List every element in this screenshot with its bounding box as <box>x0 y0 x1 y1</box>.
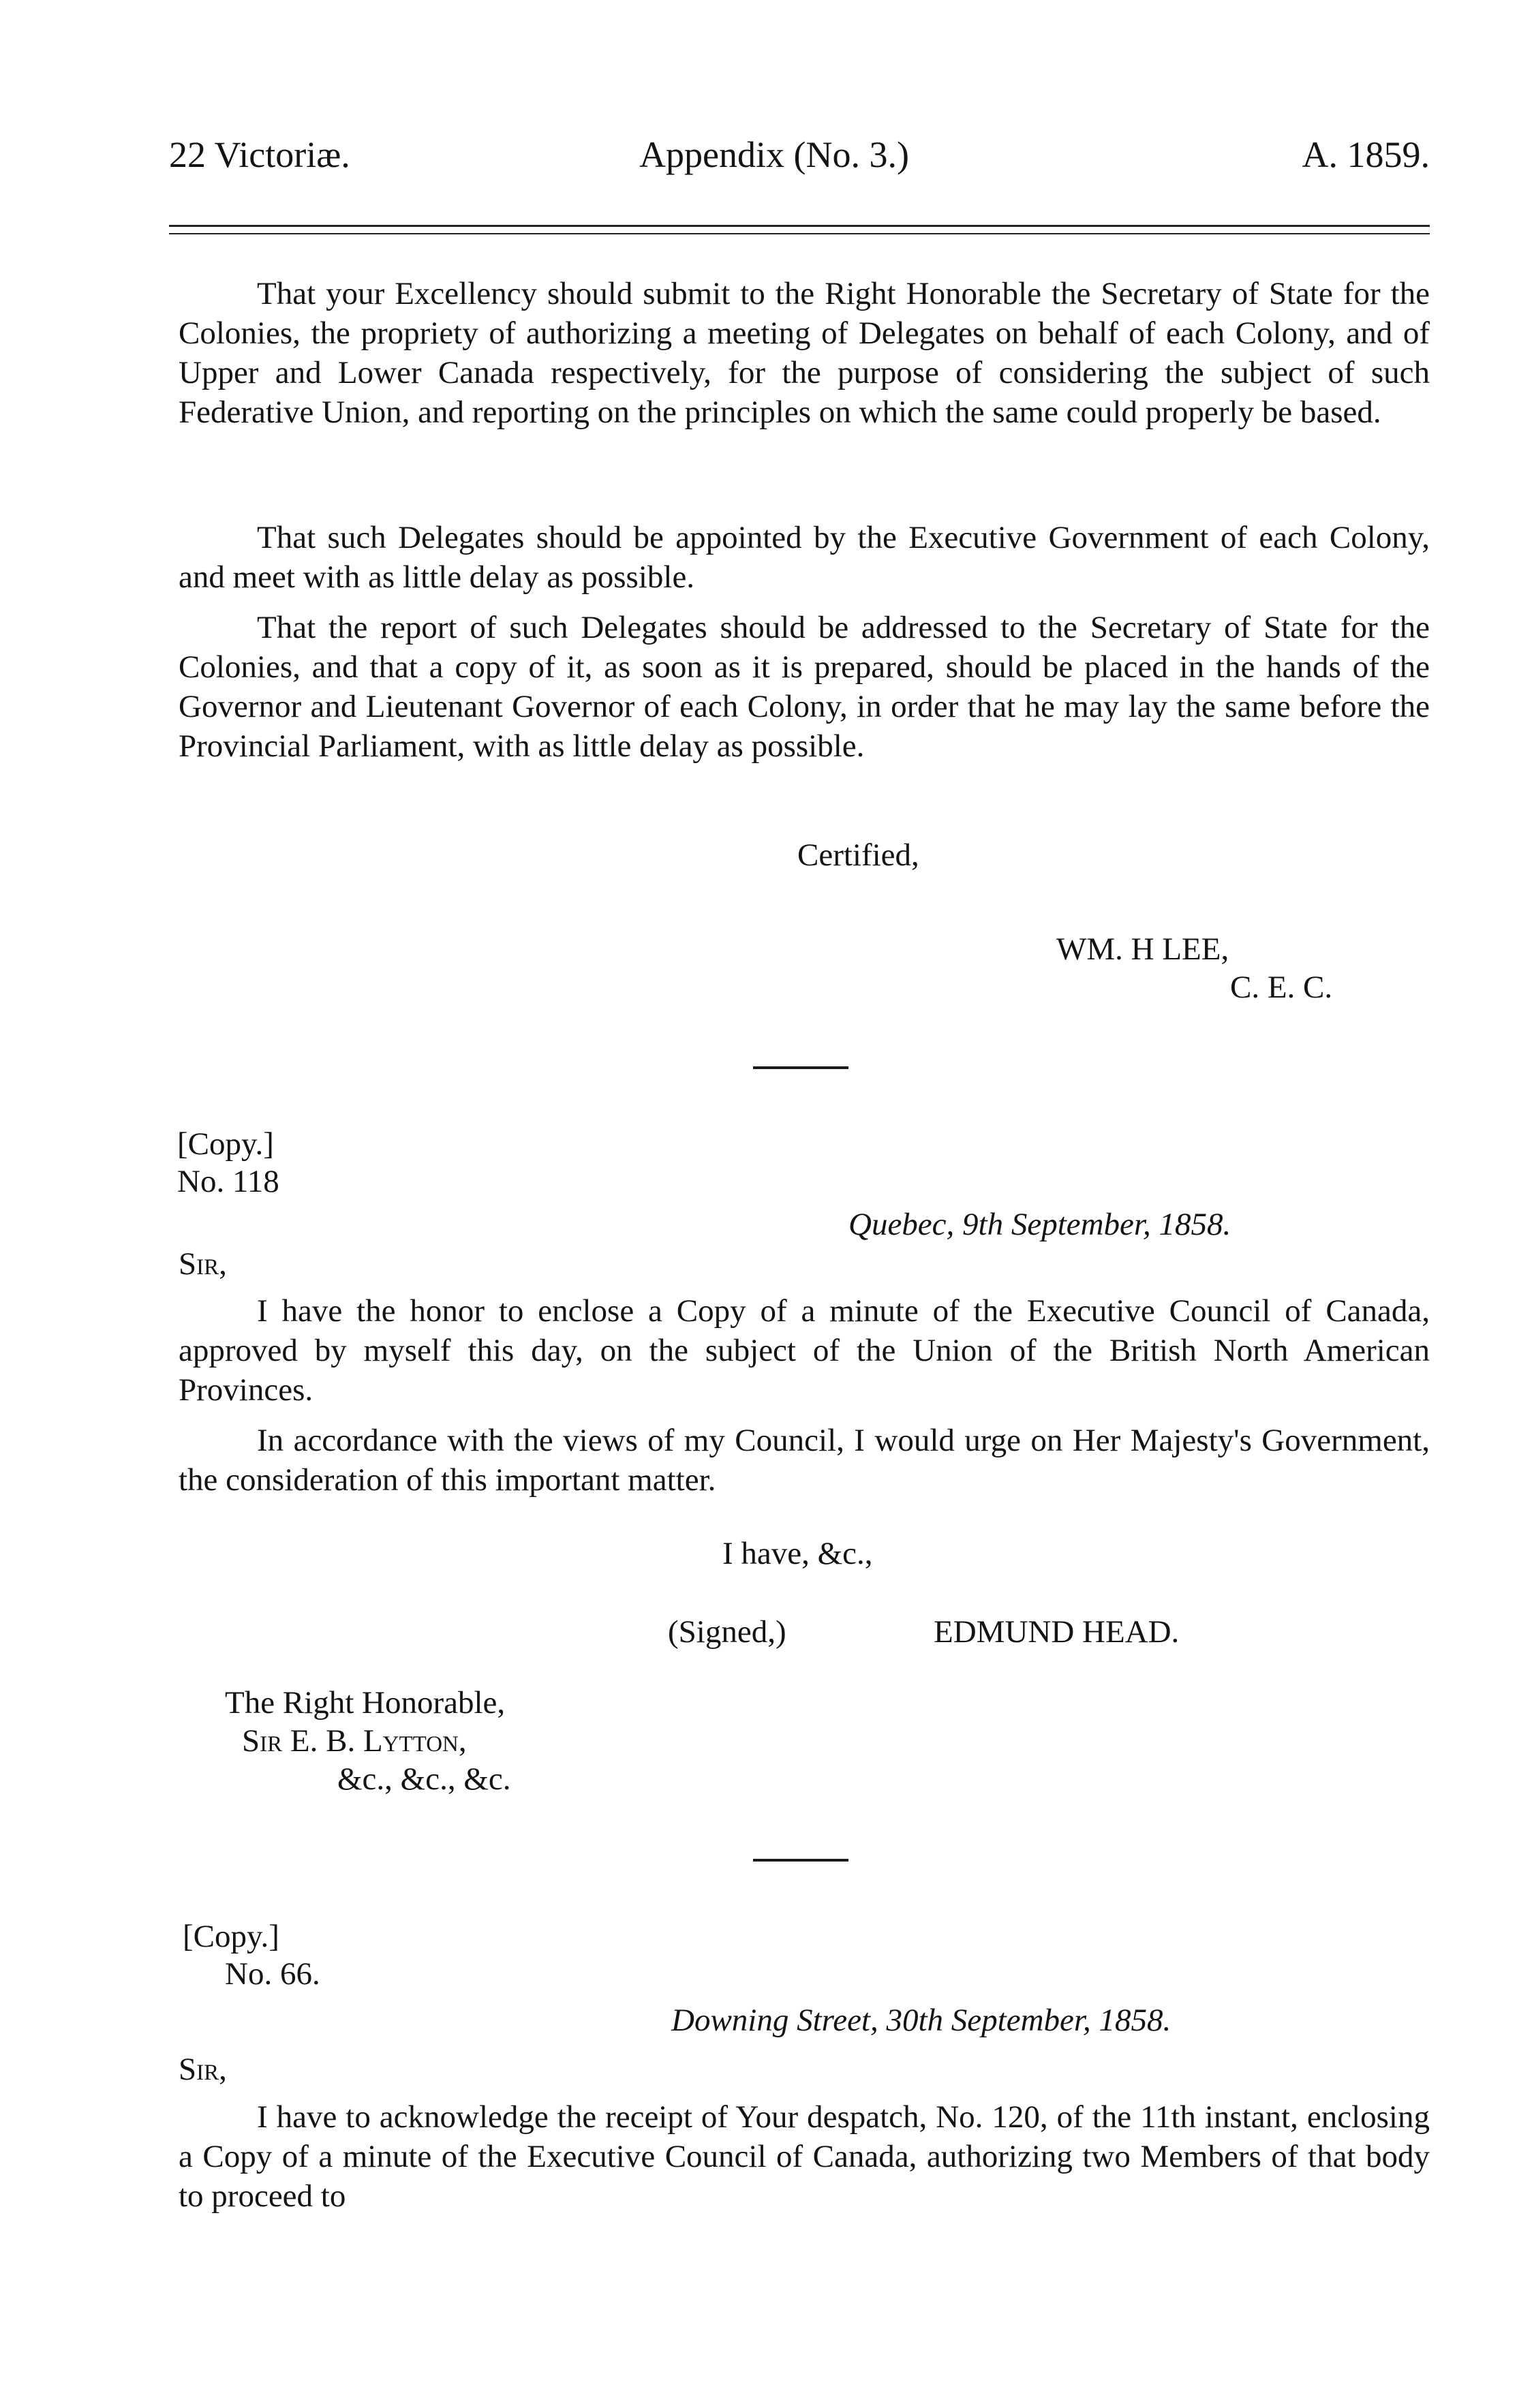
salutation: Sir, <box>179 1246 227 1282</box>
minute-paragraph-2: That such Delegates should be appointed by the Executive Government of each Colony, and meet with as little delay as possible. <box>179 520 1430 595</box>
section-separator <box>753 1066 848 1069</box>
place-date: Downing Street, 30th September, 1858. <box>671 2003 1171 2038</box>
header-rule-bottom <box>169 233 1430 234</box>
signed-label: (Signed,) <box>668 1614 786 1650</box>
header-rule-top <box>169 225 1430 227</box>
despatch-number: No. 118 <box>177 1164 279 1199</box>
copy-label: [Copy.] <box>177 1126 274 1162</box>
addressee-line-3: &c., &c., &c. <box>337 1761 511 1797</box>
signer-name: EDMUND HEAD. <box>934 1614 1180 1650</box>
header-year: A. 1859. <box>1302 134 1430 175</box>
closing: I have, &c., <box>722 1536 873 1571</box>
despatch-number: No. 66. <box>225 1956 320 1992</box>
header-session: 22 Victoriæ. <box>169 134 350 175</box>
letter-paragraph-1: I have the honor to enclose a Copy of a minute of the Executive Council of Canada, approved by myself this day, on the subject of the Union of the British North American Provinces. <box>179 1293 1430 1408</box>
salutation: Sir, <box>179 2052 227 2087</box>
running-header <box>169 134 1430 195</box>
certified-label: Certified, <box>797 837 919 873</box>
minute-paragraph-1: That your Excellency should submit to the Right Honorable the Secretary of State for the Colonies, the propriety of authorizing a meeting of Delegates on behalf of each Colony, and of Upper and Lower Canada respectively, for the purpose of considering the subject of such Federative Union, and reporting on the principles on which the same could properly be based. <box>179 276 1430 430</box>
letter-paragraph-1: I have to acknowledge the receipt of Your despatch, No. 120, of the 11th instant, enclosing a Copy of a minute of the Executive Council of Canada, authorizing two Members of that body to proceed to <box>179 2099 1430 2214</box>
addressee-line-2: Sir E. B. Lytton, <box>242 1723 467 1759</box>
minute-paragraph-3: That the report of such Delegates should be addressed to the Secretary of State for the Colonies, and that a copy of it, as soon as it is prepared, should be placed in the hands of the Governor and Lieutenant Governor of each Colony, in order that he may lay the same before the Provincial Parliament, with as little delay as possible. <box>179 610 1430 764</box>
section-separator <box>753 1859 848 1862</box>
certifier-title: C. E. C. <box>1230 970 1333 1005</box>
copy-label: [Copy.] <box>183 1919 279 1954</box>
addressee-line-1: The Right Honorable, <box>225 1685 506 1720</box>
place-date: Quebec, 9th September, 1858. <box>848 1207 1231 1242</box>
certifier-name: WM. H LEE, <box>1056 931 1229 967</box>
header-appendix: Appendix (No. 3.) <box>639 134 909 175</box>
letter-paragraph-2: In accordance with the views of my Council, I would urge on Her Majesty's Government, the consideration of this important matter. <box>179 1423 1430 1498</box>
